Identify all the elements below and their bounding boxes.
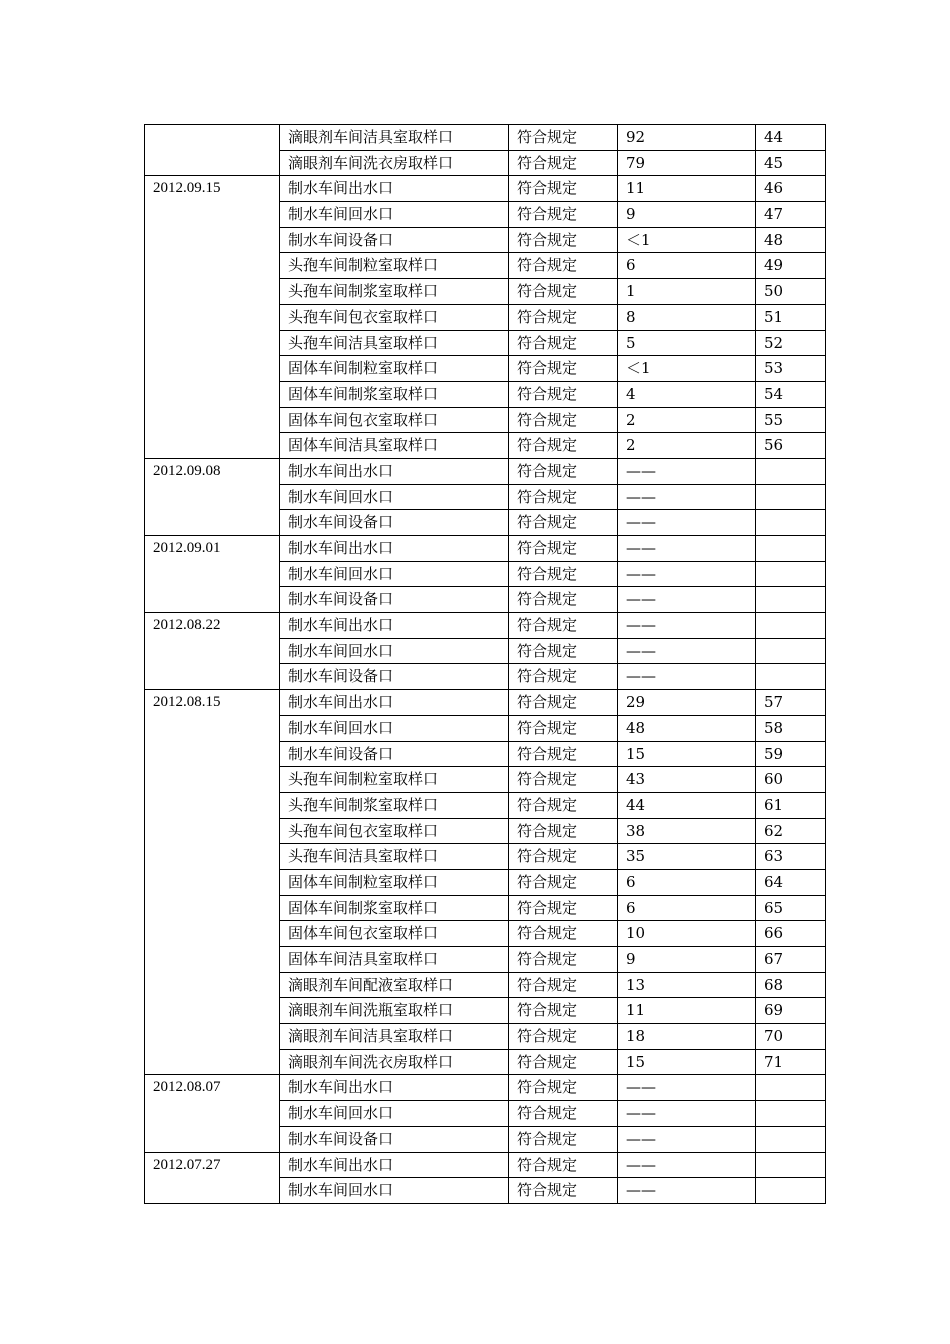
location-cell: 制水车间出水口	[280, 690, 509, 716]
location-cell: 固体车间洁具室取样口	[280, 947, 509, 973]
location-cell: 固体车间包衣室取样口	[280, 921, 509, 947]
number-cell	[756, 1075, 826, 1101]
date-cell: 2012.09.15	[145, 176, 280, 459]
number-cell: 64	[756, 869, 826, 895]
value-cell: 29	[618, 690, 756, 716]
result-cell: 符合规定	[509, 330, 618, 356]
result-cell: 符合规定	[509, 304, 618, 330]
number-cell: 56	[756, 433, 826, 459]
inspection-table	[144, 124, 826, 1204]
result-cell: 符合规定	[509, 227, 618, 253]
table-row	[145, 1075, 826, 1101]
result-cell: 符合规定	[509, 1049, 618, 1075]
result-cell: 符合规定	[509, 1101, 618, 1127]
location-cell: 滴眼剂车间洁具室取样口	[280, 125, 509, 151]
value-cell: 5	[618, 330, 756, 356]
value-cell: 13	[618, 972, 756, 998]
location-cell: 固体车间制浆室取样口	[280, 381, 509, 407]
number-cell	[756, 1101, 826, 1127]
result-cell: 符合规定	[509, 279, 618, 305]
value-cell: ＜1	[618, 356, 756, 382]
table-row	[145, 690, 826, 716]
value-cell: ——	[618, 587, 756, 613]
number-cell: 68	[756, 972, 826, 998]
result-cell: 符合规定	[509, 869, 618, 895]
table-row	[145, 458, 826, 484]
location-cell: 制水车间回水口	[280, 715, 509, 741]
value-cell: ——	[618, 664, 756, 690]
number-cell: 57	[756, 690, 826, 716]
date-cell: 2012.09.08	[145, 458, 280, 535]
value-cell: 6	[618, 253, 756, 279]
location-cell: 头孢车间制浆室取样口	[280, 279, 509, 305]
number-cell	[756, 561, 826, 587]
result-cell: 符合规定	[509, 741, 618, 767]
result-cell: 符合规定	[509, 638, 618, 664]
result-cell: 符合规定	[509, 792, 618, 818]
value-cell: 6	[618, 869, 756, 895]
location-cell: 制水车间设备口	[280, 664, 509, 690]
result-cell: 符合规定	[509, 921, 618, 947]
table-row	[145, 1152, 826, 1178]
result-cell: 符合规定	[509, 664, 618, 690]
location-cell: 滴眼剂车间洗衣房取样口	[280, 150, 509, 176]
value-cell: ——	[618, 561, 756, 587]
value-cell: ——	[618, 458, 756, 484]
result-cell: 符合规定	[509, 381, 618, 407]
table-row	[145, 536, 826, 562]
result-cell: 符合规定	[509, 818, 618, 844]
value-cell: 4	[618, 381, 756, 407]
location-cell: 固体车间制粒室取样口	[280, 869, 509, 895]
number-cell: 66	[756, 921, 826, 947]
number-cell: 54	[756, 381, 826, 407]
value-cell: 43	[618, 767, 756, 793]
location-cell: 固体车间包衣室取样口	[280, 407, 509, 433]
location-cell: 头孢车间制粒室取样口	[280, 253, 509, 279]
number-cell	[756, 458, 826, 484]
number-cell	[756, 510, 826, 536]
location-cell: 制水车间设备口	[280, 741, 509, 767]
number-cell	[756, 1178, 826, 1204]
value-cell: 6	[618, 895, 756, 921]
value-cell: 2	[618, 407, 756, 433]
result-cell: 符合规定	[509, 613, 618, 639]
value-cell: 48	[618, 715, 756, 741]
value-cell: 9	[618, 947, 756, 973]
value-cell: ——	[618, 510, 756, 536]
date-cell: 2012.07.27	[145, 1152, 280, 1203]
location-cell: 头孢车间包衣室取样口	[280, 818, 509, 844]
number-cell: 46	[756, 176, 826, 202]
location-cell: 制水车间回水口	[280, 202, 509, 228]
location-cell: 制水车间设备口	[280, 1126, 509, 1152]
value-cell: ＜1	[618, 227, 756, 253]
value-cell: ——	[618, 1101, 756, 1127]
location-cell: 制水车间回水口	[280, 561, 509, 587]
number-cell: 67	[756, 947, 826, 973]
number-cell	[756, 1126, 826, 1152]
result-cell: 符合规定	[509, 1075, 618, 1101]
value-cell: 8	[618, 304, 756, 330]
value-cell: 15	[618, 741, 756, 767]
value-cell: 10	[618, 921, 756, 947]
result-cell: 符合规定	[509, 1126, 618, 1152]
value-cell: ——	[618, 1152, 756, 1178]
result-cell: 符合规定	[509, 715, 618, 741]
location-cell: 制水车间回水口	[280, 484, 509, 510]
result-cell: 符合规定	[509, 433, 618, 459]
number-cell: 53	[756, 356, 826, 382]
location-cell: 制水车间出水口	[280, 613, 509, 639]
result-cell: 符合规定	[509, 510, 618, 536]
value-cell: ——	[618, 536, 756, 562]
result-cell: 符合规定	[509, 1024, 618, 1050]
value-cell: ——	[618, 484, 756, 510]
value-cell: 2	[618, 433, 756, 459]
number-cell: 51	[756, 304, 826, 330]
table-row	[145, 613, 826, 639]
table-row	[145, 176, 826, 202]
number-cell	[756, 664, 826, 690]
value-cell: ——	[618, 1178, 756, 1204]
number-cell: 62	[756, 818, 826, 844]
value-cell: 92	[618, 125, 756, 151]
date-cell: 2012.08.15	[145, 690, 280, 1075]
location-cell: 固体车间制浆室取样口	[280, 895, 509, 921]
result-cell: 符合规定	[509, 947, 618, 973]
result-cell: 符合规定	[509, 150, 618, 176]
number-cell: 52	[756, 330, 826, 356]
number-cell: 71	[756, 1049, 826, 1075]
location-cell: 制水车间设备口	[280, 227, 509, 253]
result-cell: 符合规定	[509, 253, 618, 279]
number-cell	[756, 1152, 826, 1178]
result-cell: 符合规定	[509, 998, 618, 1024]
value-cell: 44	[618, 792, 756, 818]
table-body	[145, 125, 826, 1204]
value-cell: ——	[618, 638, 756, 664]
number-cell: 65	[756, 895, 826, 921]
result-cell: 符合规定	[509, 972, 618, 998]
value-cell: 18	[618, 1024, 756, 1050]
location-cell: 头孢车间制粒室取样口	[280, 767, 509, 793]
value-cell: 9	[618, 202, 756, 228]
location-cell: 头孢车间洁具室取样口	[280, 330, 509, 356]
location-cell: 制水车间设备口	[280, 510, 509, 536]
location-cell: 制水车间回水口	[280, 638, 509, 664]
location-cell: 滴眼剂车间洗瓶室取样口	[280, 998, 509, 1024]
number-cell	[756, 613, 826, 639]
location-cell: 头孢车间包衣室取样口	[280, 304, 509, 330]
number-cell: 48	[756, 227, 826, 253]
number-cell	[756, 536, 826, 562]
value-cell: ——	[618, 1075, 756, 1101]
result-cell: 符合规定	[509, 176, 618, 202]
location-cell: 制水车间出水口	[280, 458, 509, 484]
value-cell: 79	[618, 150, 756, 176]
result-cell: 符合规定	[509, 458, 618, 484]
date-cell	[145, 125, 280, 176]
result-cell: 符合规定	[509, 1152, 618, 1178]
number-cell: 58	[756, 715, 826, 741]
number-cell: 47	[756, 202, 826, 228]
number-cell: 63	[756, 844, 826, 870]
number-cell	[756, 638, 826, 664]
result-cell: 符合规定	[509, 202, 618, 228]
number-cell: 44	[756, 125, 826, 151]
value-cell: ——	[618, 1126, 756, 1152]
value-cell: 35	[618, 844, 756, 870]
number-cell: 50	[756, 279, 826, 305]
location-cell: 制水车间出水口	[280, 536, 509, 562]
result-cell: 符合规定	[509, 587, 618, 613]
number-cell: 70	[756, 1024, 826, 1050]
result-cell: 符合规定	[509, 561, 618, 587]
result-cell: 符合规定	[509, 484, 618, 510]
location-cell: 滴眼剂车间洁具室取样口	[280, 1024, 509, 1050]
location-cell: 制水车间出水口	[280, 176, 509, 202]
result-cell: 符合规定	[509, 767, 618, 793]
value-cell: 11	[618, 998, 756, 1024]
result-cell: 符合规定	[509, 690, 618, 716]
result-cell: 符合规定	[509, 407, 618, 433]
result-cell: 符合规定	[509, 844, 618, 870]
location-cell: 头孢车间制浆室取样口	[280, 792, 509, 818]
value-cell: 1	[618, 279, 756, 305]
result-cell: 符合规定	[509, 356, 618, 382]
date-cell: 2012.09.01	[145, 536, 280, 613]
date-cell: 2012.08.22	[145, 613, 280, 690]
number-cell: 60	[756, 767, 826, 793]
date-cell: 2012.08.07	[145, 1075, 280, 1152]
number-cell	[756, 484, 826, 510]
location-cell: 滴眼剂车间配液室取样口	[280, 972, 509, 998]
value-cell: 11	[618, 176, 756, 202]
result-cell: 符合规定	[509, 1178, 618, 1204]
value-cell: ——	[618, 613, 756, 639]
number-cell: 69	[756, 998, 826, 1024]
number-cell	[756, 587, 826, 613]
location-cell: 制水车间出水口	[280, 1152, 509, 1178]
location-cell: 固体车间洁具室取样口	[280, 433, 509, 459]
location-cell: 滴眼剂车间洗衣房取样口	[280, 1049, 509, 1075]
number-cell: 49	[756, 253, 826, 279]
number-cell: 61	[756, 792, 826, 818]
number-cell: 45	[756, 150, 826, 176]
location-cell: 制水车间回水口	[280, 1101, 509, 1127]
result-cell: 符合规定	[509, 125, 618, 151]
value-cell: 15	[618, 1049, 756, 1075]
location-cell: 制水车间设备口	[280, 587, 509, 613]
result-cell: 符合规定	[509, 536, 618, 562]
number-cell: 55	[756, 407, 826, 433]
table-row	[145, 125, 826, 151]
number-cell: 59	[756, 741, 826, 767]
location-cell: 固体车间制粒室取样口	[280, 356, 509, 382]
value-cell: 38	[618, 818, 756, 844]
result-cell: 符合规定	[509, 895, 618, 921]
location-cell: 头孢车间洁具室取样口	[280, 844, 509, 870]
location-cell: 制水车间回水口	[280, 1178, 509, 1204]
location-cell: 制水车间出水口	[280, 1075, 509, 1101]
